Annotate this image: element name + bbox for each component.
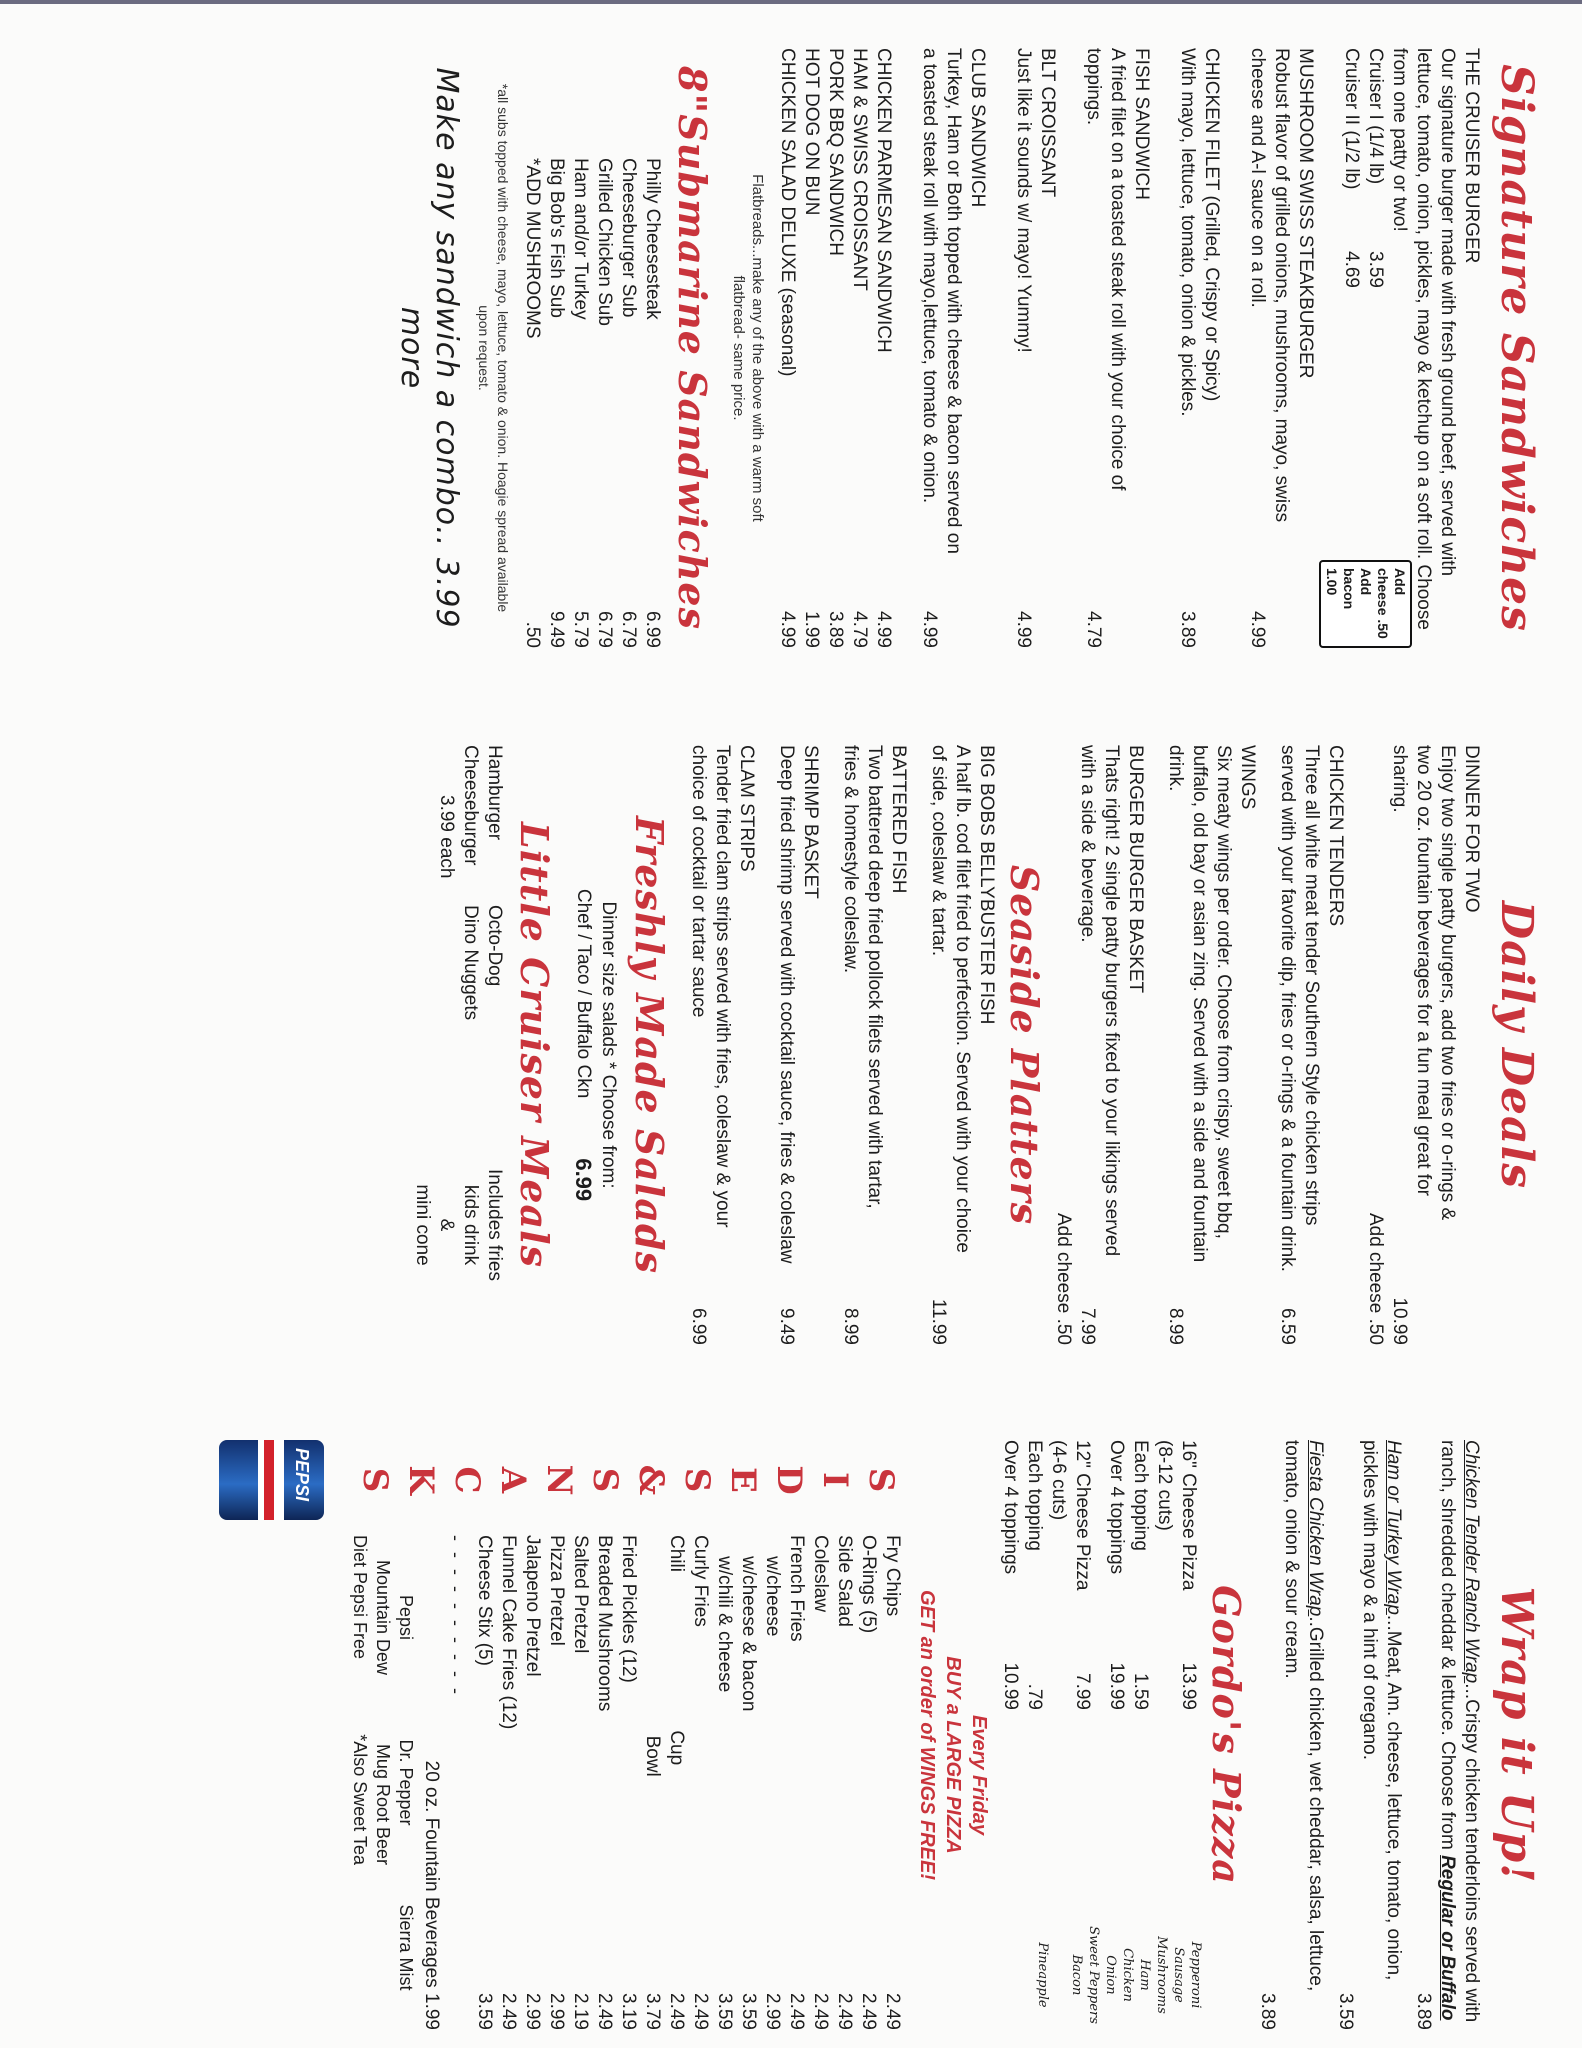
pizza-toppings: [1034, 1920, 1204, 2030]
item-price: 2.99: [522, 1993, 543, 2030]
item-price: 3.89: [1177, 611, 1198, 648]
kids-price: 3.99 each: [436, 795, 457, 879]
menu-item: [686, 745, 758, 1345]
wraps-title: Wrap it Up!: [1491, 1586, 1542, 1884]
kids-includes: [410, 1105, 506, 1345]
item-price: 10.99: [1389, 1297, 1410, 1345]
item-name: SHRIMP BASKET: [800, 745, 821, 899]
list-item: [832, 1535, 856, 2030]
item-name: DINNER FOR TWO: [1461, 745, 1482, 913]
pizza-label: Each topping: [1130, 1440, 1151, 1551]
column-wraps-pizza-sides: [292, 1440, 1552, 2030]
combo-offer: Make any sandwich a combo.. 3.99 more: [394, 67, 464, 629]
item-desc: Deep fried shrimp served with cocktail sauce, fries & coleslaw: [776, 745, 797, 1264]
item-price: 3.79: [642, 1993, 663, 2030]
item-name: w/chili & cheese: [714, 1535, 735, 1693]
item-name: WINGS: [1237, 745, 1258, 810]
heading-letter: S: [355, 1467, 395, 1493]
beverage: *Also Sweet Tea: [350, 1734, 370, 1865]
beverage: Sierra Mist: [396, 1904, 416, 1991]
add-bacon-label: Add bacon 1.00: [1324, 568, 1374, 610]
item-price: 3.19: [618, 1993, 639, 2030]
item-name: THE CRUISER BURGER: [1461, 48, 1482, 264]
item-name: CHICKEN PARMESAN SANDWICH: [873, 48, 894, 353]
topping: Pineapple: [1035, 1942, 1050, 2008]
topping: Pepperoni: [1188, 1941, 1203, 2009]
pizza-row: [998, 1440, 1022, 2030]
beverage: Dr. Pepper: [396, 1739, 416, 1826]
signature-sandwiches-title: Signature Sandwiches: [1491, 64, 1542, 632]
wrap-item: [1333, 1440, 1405, 2030]
wrap-item: [1255, 1440, 1327, 2030]
beverage: Pepsi: [396, 1594, 416, 1641]
heading-letter: N: [539, 1464, 579, 1496]
kids-item: Dino Nuggets: [460, 905, 481, 1021]
item-name: CHICKEN SALAD DELUXE (seasonal): [777, 48, 798, 377]
item-name: Coleslaw: [810, 1535, 831, 1613]
item-price: 4.79: [1083, 611, 1104, 648]
can-wave: [264, 1440, 274, 1520]
kids-item: Hamburger: [484, 745, 505, 841]
list-item: [520, 48, 544, 648]
list-item: [568, 1535, 592, 2030]
kids-include-line: mini cone: [412, 1184, 433, 1266]
item-desc: Our signature burger made with fresh ground beef, served with lettuce, tomato, onion, pickles, mayo & ketchup on a soft roll. Choose from one patty or two!: [1389, 48, 1458, 630]
item-name: *ADD MUSHROOMS: [522, 158, 543, 339]
heading-letter: S: [585, 1467, 625, 1493]
pizza-section: [998, 1440, 1203, 2030]
item-price: 3.59: [474, 1993, 495, 2030]
item-name: Salted Pretzel: [570, 1535, 591, 1654]
menu-item: [1081, 48, 1153, 648]
salads-choices: Chef / Taco / Buffalo Ckn: [573, 888, 594, 1099]
item-option: Cruiser I (1/4 lb): [1365, 48, 1386, 185]
item-option: Cruiser II (1/2 lb): [1341, 48, 1362, 190]
beverage: Mug Root Beer: [373, 1743, 393, 1865]
item-price: 3.59: [714, 1993, 735, 2030]
topping: Chicken: [1120, 1948, 1135, 2002]
pizza-price: .79: [1024, 1683, 1045, 1710]
promo-line: GET an order of WINGS FREE!: [916, 1589, 938, 1880]
promo-line: Every Friday: [968, 1714, 990, 1836]
item-price: 2.99: [762, 1993, 783, 2030]
item-name: Chili Cup: [666, 1535, 687, 1766]
menu-item: [1011, 48, 1059, 648]
item-name: Pizza Pretzel: [546, 1535, 567, 1646]
list-item: [568, 48, 592, 648]
menu-item: [871, 48, 895, 648]
menu-item: [799, 48, 823, 648]
item-name: French Fries: [786, 1535, 807, 1642]
item-name: w/cheese & bacon: [738, 1535, 759, 1712]
salads-price: 6.99: [571, 1158, 596, 1202]
list-item: [640, 1535, 664, 2030]
menu-item: [1275, 745, 1347, 1345]
seaside-platters-title: Seaside Platters: [1002, 864, 1047, 1226]
item-price: 8.99: [840, 1308, 861, 1345]
pepsi-can-image: [219, 1440, 324, 1520]
menu-item: [1363, 745, 1483, 1345]
item-name: CLAM STRIPS: [736, 745, 757, 872]
item-desc: Six meaty wings per order. Choose from crispy, sweet bbq, buffalo, old bay or asian zing. Served with a side and fountain drink.: [1165, 745, 1234, 1263]
list-item: [856, 1535, 880, 2030]
pizza-title: Gordo's Pizza: [1204, 1585, 1249, 1885]
subs-list: [520, 48, 664, 648]
wrap-choice: Regular or Buffalo: [1437, 1855, 1458, 2021]
item-price: 3.89: [825, 611, 846, 648]
item-price: 4.99: [873, 611, 894, 648]
simple-items: [775, 48, 895, 648]
item-name: Funnel Cake Fries (12): [498, 1535, 519, 1730]
item-name: O-Rings (5): [858, 1535, 879, 1634]
item-name: CHICKEN TENDERS: [1325, 745, 1346, 927]
item-price: .50: [522, 621, 543, 648]
wrap-item: [1411, 1440, 1483, 2030]
add-cheese-label: Add cheese .50: [1375, 568, 1408, 639]
item-name: MUSHROOM SWISS STEAKBURGER: [1295, 48, 1316, 379]
item-price: 1.99: [801, 611, 822, 648]
topping: Bacon: [1069, 1954, 1084, 1996]
beverage: Diet Pepsi Free: [350, 1535, 370, 1660]
item-price: 7.99: [1077, 1308, 1098, 1345]
menu-item: [1163, 745, 1259, 1345]
list-item: [688, 1535, 712, 2030]
heading-letter: S: [677, 1467, 717, 1493]
item-price: 8.99: [1165, 1308, 1186, 1345]
item-desc: Two battered deep fried pollock filets served with tartar, fries & homestyle coleslaw.: [840, 745, 885, 1209]
item-name: Side Salad: [834, 1535, 855, 1627]
item-price: 4.99: [1247, 611, 1268, 648]
heading-letter: E: [723, 1467, 763, 1493]
item-name: Fry Chips: [882, 1535, 903, 1617]
item-desc: A fried filet on a toasted steak roll with your choice of toppings.: [1083, 48, 1128, 491]
item-desc: Thats right! 2 single patty burgers fixed to your likings served with a side & beverage.: [1077, 745, 1122, 1257]
item-price: 4.69: [1341, 251, 1362, 288]
item-price: 2.49: [498, 1993, 519, 2030]
item-name: Fiesta Chicken Wrap: [1305, 1440, 1326, 1617]
topping: Onion: [1103, 1955, 1118, 1995]
menu-item: [917, 48, 989, 648]
kids-include-line: Includes fries: [484, 1169, 505, 1281]
item-name: Curly Fries: [690, 1535, 711, 1627]
item-name: CHICKEN FILET (Grilled, Crispy or Spicy): [1201, 48, 1222, 402]
pizza-label: Over 4 toppings: [1000, 1440, 1021, 1575]
kids-include-line: &: [436, 1218, 457, 1232]
item-desc: ...Crispy chicken tenderloins served with ranch, shredded cheddar & lettuce. Choose from: [1437, 1440, 1482, 2023]
promo-line: BUY a LARGE PIZZA: [942, 1656, 964, 1854]
item-price: 6.79: [594, 611, 615, 648]
item-price: 2.19: [570, 1993, 591, 2030]
list-item: [496, 1535, 520, 2030]
kids-item: Cheeseburger: [460, 745, 481, 866]
item-name: Breaded Mushrooms: [594, 1535, 615, 1712]
item-desc: Turkey, Ham or Both topped with cheese & bacon served on a toasted steak roll with mayo,lettuce, tomato & onion.: [919, 48, 964, 554]
item-desc: Robust flavor of grilled onions, mushrooms, mayo, swiss cheese and A-l sauce on a roll.: [1247, 48, 1292, 523]
item-price: 4.99: [777, 611, 798, 648]
item-price: 3.59: [1335, 1993, 1356, 2030]
pizza-label: 12" Cheese Pizza: [1072, 1440, 1093, 1591]
item-desc: Enjoy two single patty burgers, add two fries or o-rings & two 20 oz. fountain beverages for a fun meal great for sharing.: [1389, 745, 1458, 1221]
beverage: [348, 1865, 371, 2030]
item-name: BIG BOBS BELLYBUSTER FISH: [976, 745, 997, 1025]
salads-info: [571, 745, 621, 1345]
list-item: [520, 1535, 544, 2030]
item-name: Big Bob's Fish Sub: [546, 158, 567, 318]
pizza-price: [1046, 1600, 1070, 1710]
pizza-price: [1152, 1600, 1176, 1710]
sides-list: [348, 1535, 904, 2030]
subs-note: *all subs topped with cheese, mayo, lettuce, tomato & onion. Hoagie spread available upon request.: [476, 83, 511, 613]
item-name: BATTERED FISH: [888, 745, 909, 894]
item-desc: Just like it sounds w/ mayo! Yummy!: [1013, 48, 1034, 353]
menu-item: [1245, 48, 1317, 648]
list-item: [592, 48, 616, 648]
sides-snacks-section: [292, 1440, 904, 2030]
sides-snacks-heading: [352, 1440, 904, 1520]
menu-item: [1051, 745, 1147, 1345]
item-price: 3.59: [738, 1993, 759, 2030]
menu-item: [1175, 48, 1223, 648]
pizza-label: Over 4 toppings: [1106, 1440, 1127, 1575]
item-price: 4.79: [849, 611, 870, 648]
pizza-label: Each topping: [1024, 1440, 1045, 1551]
item-price: 2.49: [858, 1993, 879, 2030]
item-name: Philly Cheesesteak: [642, 158, 663, 320]
item-price: 2.49: [786, 1993, 807, 2030]
menu-item: [823, 48, 847, 648]
menu-item: [838, 745, 910, 1345]
item-name: Chicken Tender Ranch Wrap: [1461, 1440, 1482, 1684]
item-price: 2.49: [594, 1993, 615, 2030]
daily-deals-title: Daily Deals: [1491, 900, 1542, 1190]
pizza-price: 13.99: [1178, 1662, 1199, 1710]
item-name: BURGER BURGER BASKET: [1125, 745, 1146, 994]
kids-meals: [410, 745, 506, 1345]
heading-letter: D: [769, 1465, 809, 1495]
topping: Sausage: [1171, 1947, 1186, 2003]
pizza-label: 16" Cheese Pizza: [1178, 1440, 1199, 1591]
beverage: [371, 1865, 394, 2030]
item-price: 2.49: [690, 1993, 711, 2030]
list-item: [808, 1535, 832, 2030]
kids-meals-title: Little Cruiser Meals: [512, 822, 557, 1268]
salads-desc: Dinner size salads * Choose from:: [598, 901, 619, 1189]
list-item: [544, 1535, 568, 2030]
pizza-label: (4-6 cuts): [1048, 1440, 1069, 1521]
add-cheese-bacon-box: [1319, 560, 1412, 648]
list-item: [880, 1535, 904, 2030]
item-price: 11.99: [928, 1298, 949, 1345]
list-item: [784, 1535, 808, 2030]
item-name: PORK BBQ SANDWICH: [825, 48, 846, 256]
kids-col-1: [410, 745, 506, 905]
menu-item: [926, 745, 998, 1345]
item-name: Bowl: [642, 1535, 663, 1777]
item-name: HOT DOG ON BUN: [801, 48, 822, 216]
list-item: [544, 48, 568, 648]
topping: Mushrooms: [1154, 1936, 1169, 2014]
kids-item: Octo-Dog: [484, 905, 505, 987]
menu-item: [1339, 48, 1483, 648]
heading-letter: &: [631, 1464, 671, 1496]
item-price: 2.49: [882, 1993, 903, 2030]
list-item: [472, 1535, 496, 2030]
item-name: BLT CROISSANT: [1037, 48, 1058, 198]
item-price: 4.99: [919, 611, 940, 648]
item-name: CLUB SANDWICH: [967, 48, 988, 208]
item-name: Grilled Chicken Sub: [594, 158, 615, 326]
beverage: Mountain Dew: [373, 1559, 393, 1676]
heading-letter: A: [493, 1466, 533, 1494]
item-price: 6.99: [642, 611, 663, 648]
item-price: 9.49: [546, 611, 567, 648]
item-price: 2.49: [834, 1993, 855, 2030]
item-price: 2.49: [810, 1993, 831, 2030]
item-price: 9.49: [776, 1308, 797, 1345]
item-desc: ..Grilled chicken, wet cheddar, salsa, lettuce, tomato, onion & sour cream.: [1281, 1440, 1326, 1992]
item-name: Cheeseburger Sub: [618, 158, 639, 318]
item-price: 6.79: [618, 611, 639, 648]
topping: Sweet Peppers: [1086, 1926, 1101, 2024]
salads-title: Freshly Made Salads: [627, 815, 672, 1275]
item-price: 2.99: [546, 1993, 567, 2030]
item-desc: A half lb. cod filet fried to perfection. Served with your choice of side, coleslaw & tartar.: [928, 745, 973, 1253]
menu-item: [774, 745, 822, 1345]
flatbread-note: Flatbreads...make any of the above with a warm soft flatbread- same price.: [730, 174, 766, 522]
item-desc: ...Meat, Am. cheese, lettuce, tomato, onion, pickles with mayo & a hint of oregano.: [1359, 1440, 1404, 1981]
list-item: [616, 1535, 640, 2030]
list-item: [616, 48, 640, 648]
item-desc: Tender fried clam strips served with fries, coleslaw & your choice of cocktail or tartar sauce: [688, 745, 733, 1228]
item-price: 4.99: [1013, 611, 1034, 648]
item-name: FISH SANDWICH: [1131, 48, 1152, 200]
beverages-list: [348, 1535, 417, 2030]
pepsi-logo: PEPSI: [292, 1448, 312, 1502]
item-price: 3.89: [1413, 1993, 1434, 2030]
column-deals: [410, 745, 1552, 1345]
pizza-price: 7.99: [1072, 1673, 1093, 1710]
list-item: [664, 1535, 688, 2030]
add-cheese-note: Add cheese .50: [1365, 1212, 1386, 1345]
item-desc: Three all white meat tender Southern Style chicken strips served with your favorite dip, fries or o-rings & a fountain drink.: [1277, 745, 1322, 1272]
item-name: Ham or Turkey Wrap: [1383, 1440, 1404, 1615]
item-desc: With mayo, lettuce, tomato, onion & pickles.: [1177, 48, 1198, 417]
list-item: [640, 48, 664, 648]
add-cheese-note: Add cheese .50: [1053, 1212, 1074, 1345]
list-item: [592, 1535, 616, 2030]
kids-col-2: [410, 905, 506, 1105]
heading-letter: K: [401, 1465, 441, 1495]
friday-promo: [914, 1440, 992, 2030]
topping: Ham: [1137, 1959, 1152, 1991]
heading-letter: C: [447, 1466, 487, 1494]
list-item: [736, 1535, 760, 2030]
list-item: [760, 1535, 784, 2030]
item-price: 6.99: [688, 1308, 709, 1345]
submarine-sandwiches-title: 8"Submarine Sandwiches: [670, 66, 715, 630]
pizza-price: 19.99: [1106, 1662, 1127, 1710]
pizza-price: 10.99: [1000, 1662, 1021, 1710]
item-name: Jalapeno Pretzel: [522, 1535, 543, 1677]
item-name: w/cheese: [762, 1535, 783, 1637]
item-price: 3.89: [1257, 1993, 1278, 2030]
item-name: Cheese Stix (5): [474, 1535, 495, 1666]
item-name: HAM & SWISS CROISSANT: [849, 48, 870, 291]
pizza-price: 1.59: [1130, 1673, 1151, 1710]
column-sandwiches: [394, 48, 1552, 648]
heading-letter: S: [861, 1467, 901, 1493]
item-name: Fried Pickles (12): [618, 1535, 639, 1683]
kids-include-line: kids drink: [460, 1184, 481, 1266]
item-price: 6.59: [1277, 1308, 1298, 1345]
item-price: 3.59: [1365, 251, 1386, 288]
list-item: [712, 1535, 736, 2030]
menu-item: [847, 48, 871, 648]
item-name: Ham and/or Turkey: [570, 158, 591, 320]
beverages-title: 20 oz. Fountain Beverages 1.99: [421, 1760, 442, 2030]
item-price: 5.79: [570, 611, 591, 648]
item-price: 2.49: [666, 1993, 687, 2030]
pizza-label: (8-12 cuts): [1154, 1440, 1175, 1531]
menu-item: [775, 48, 799, 648]
dashed-divider: - - - - - - - - - -: [446, 1535, 466, 1697]
heading-letter: I: [815, 1472, 855, 1488]
